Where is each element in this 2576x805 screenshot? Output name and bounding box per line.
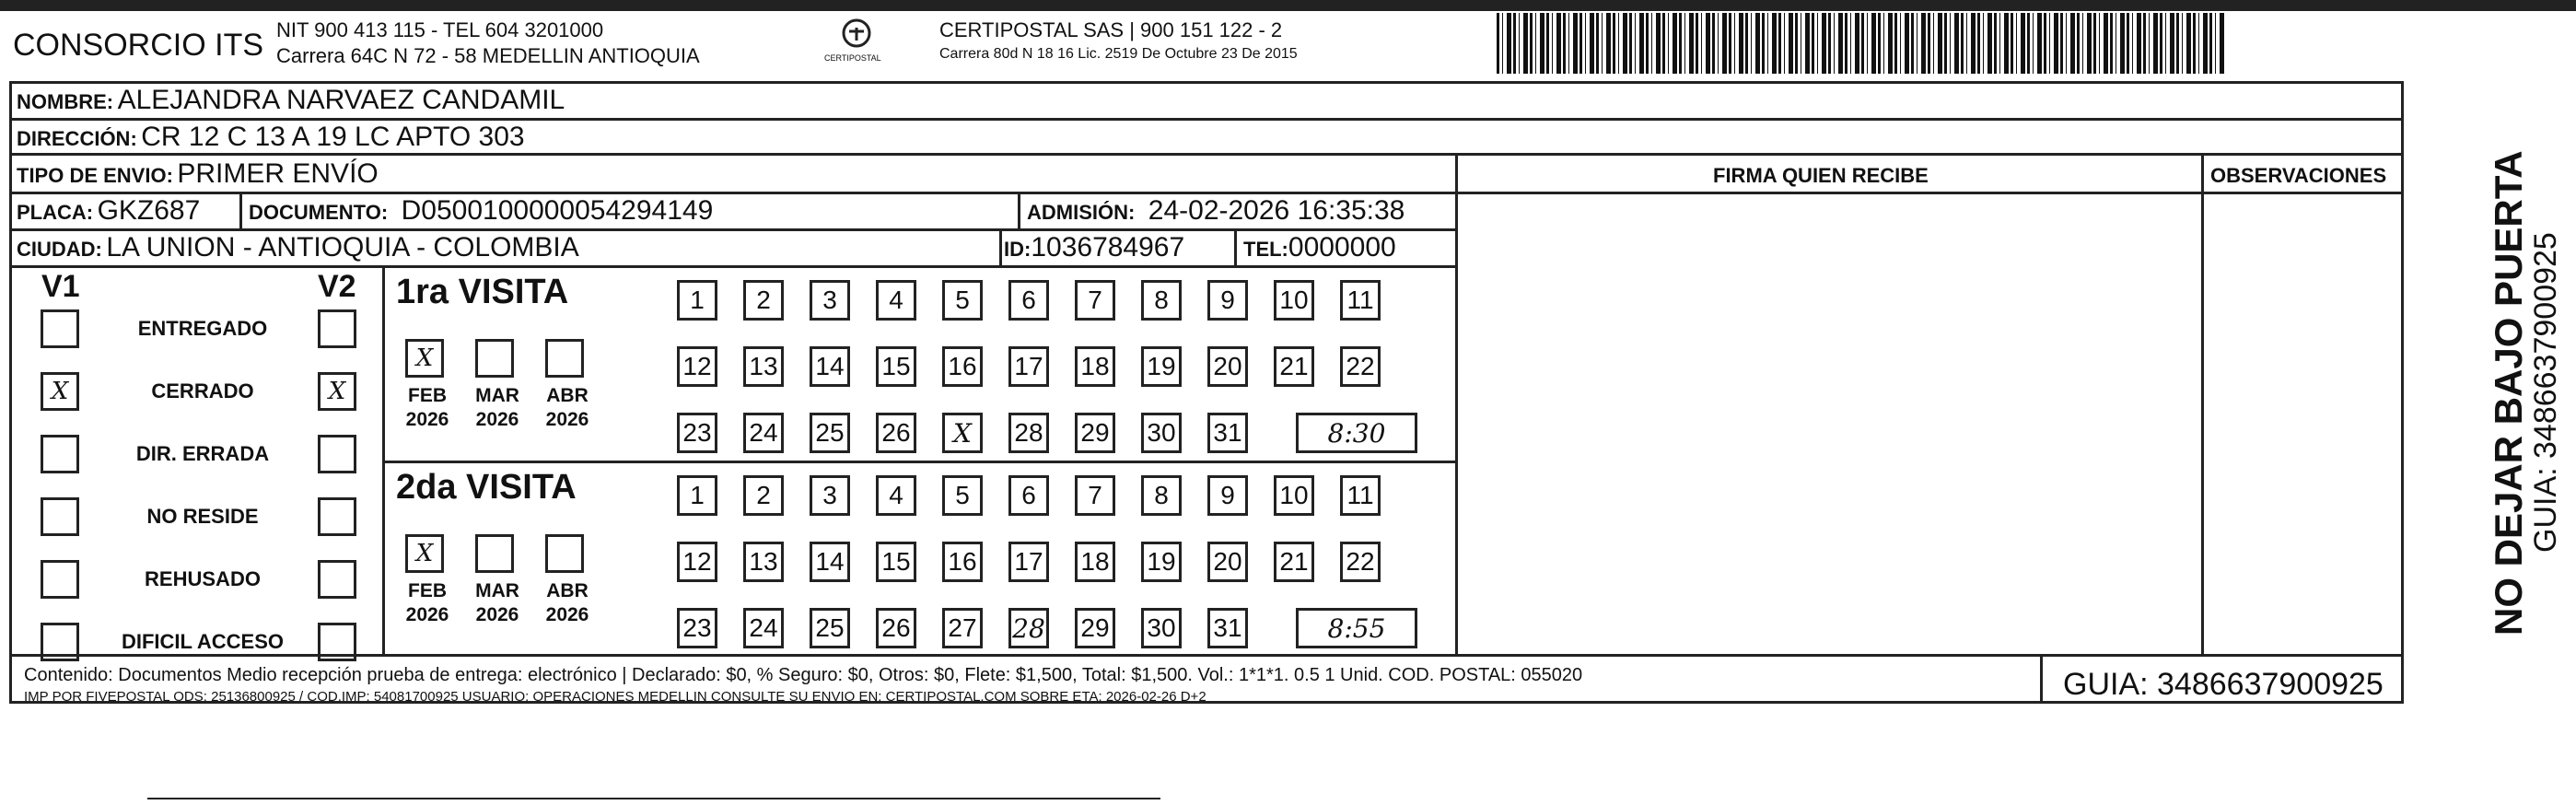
contenido-text: Contenido: Documentos Medio recepción prueba de entrega: electrónico | Declarado: $0, % Seguro: $0, Otros: $0, Flete: $1,500, Total: $1,500. Vol.: 1*1*1. 0.5 1 Unid. COD. POSTAL: 055020 bbox=[24, 665, 1583, 685]
month-label: FEB bbox=[408, 580, 447, 601]
company-name: CONSORCIO ITS bbox=[13, 28, 264, 63]
v1-checkbox[interactable]: X bbox=[41, 372, 79, 411]
day-cell[interactable]: 10 bbox=[1274, 280, 1314, 321]
day-cell[interactable]: 2 bbox=[743, 280, 784, 321]
year-label: 2026 bbox=[405, 409, 449, 430]
day-cell[interactable]: 29 bbox=[1075, 608, 1115, 648]
v2-checkbox[interactable] bbox=[318, 560, 356, 599]
day-cell[interactable]: 31 bbox=[1207, 413, 1248, 453]
month-checkbox[interactable]: X bbox=[405, 339, 444, 378]
day-cell[interactable]: 15 bbox=[876, 542, 916, 582]
day-cell[interactable]: 8 bbox=[1141, 280, 1182, 321]
day-cell[interactable]: 20 bbox=[1207, 346, 1248, 387]
day-cell[interactable]: 12 bbox=[677, 346, 717, 387]
day-cell[interactable]: 15 bbox=[876, 346, 916, 387]
year-label: 2026 bbox=[475, 604, 519, 625]
day-cell[interactable]: 5 bbox=[942, 280, 983, 321]
address-line: Carrera 64C N 72 - 58 MEDELLIN ANTIOQUIA bbox=[276, 44, 700, 67]
day-cell[interactable]: 14 bbox=[810, 542, 850, 582]
status-label: CERRADO bbox=[151, 379, 254, 402]
day-cell[interactable]: 2 bbox=[743, 475, 784, 516]
status-label: DIR. ERRADA bbox=[135, 442, 270, 465]
v1-header: V1 bbox=[41, 269, 80, 304]
month-checkbox[interactable] bbox=[545, 339, 584, 378]
day-cell[interactable]: 11 bbox=[1340, 280, 1381, 321]
day-cell[interactable]: 14 bbox=[810, 346, 850, 387]
day-cell[interactable]: 5 bbox=[942, 475, 983, 516]
id-label: ID: bbox=[1004, 238, 1032, 261]
documento-label: DOCUMENTO: bbox=[249, 201, 389, 224]
month-checkbox[interactable] bbox=[545, 534, 584, 573]
nombre-label: NOMBRE: bbox=[17, 90, 114, 113]
admision-value: 24-02-2026 16:35:38 bbox=[1148, 195, 1405, 226]
v1-checkbox[interactable] bbox=[41, 560, 79, 599]
status-label: REHUSADO bbox=[145, 567, 261, 590]
id-value: 1036784967 bbox=[1031, 232, 1185, 262]
admision-label: ADMISIÓN: bbox=[1027, 201, 1136, 224]
tipo-envio-value: PRIMER ENVÍO bbox=[177, 158, 379, 189]
direccion-label: DIRECCIÓN: bbox=[17, 127, 137, 150]
direccion-value: CR 12 C 13 A 19 LC APTO 303 bbox=[141, 122, 525, 152]
day-cell[interactable]: 18 bbox=[1075, 346, 1115, 387]
month-label: ABR bbox=[546, 580, 589, 601]
nombre-value: ALEJANDRA NARVAEZ CANDAMIL bbox=[117, 85, 565, 115]
tel-label: TEL: bbox=[1243, 238, 1288, 261]
day-cell[interactable]: 24 bbox=[743, 608, 784, 648]
day-cell[interactable]: X bbox=[942, 413, 983, 453]
certipostal-logo: CERTIPOSTAL bbox=[824, 15, 889, 70]
year-label: 2026 bbox=[475, 409, 519, 430]
placa-label: PLACA: bbox=[17, 201, 94, 224]
day-cell[interactable]: 26 bbox=[876, 608, 916, 648]
day-cell[interactable]: 3 bbox=[810, 475, 850, 516]
visit-time-box[interactable]: 8:30 bbox=[1296, 413, 1417, 453]
day-cell[interactable]: 23 bbox=[677, 608, 717, 648]
day-cell[interactable]: 4 bbox=[876, 475, 916, 516]
month-label: MAR bbox=[475, 385, 519, 406]
month-label: ABR bbox=[546, 385, 589, 406]
day-cell[interactable]: 25 bbox=[810, 608, 850, 648]
day-cell[interactable]: 7 bbox=[1075, 475, 1115, 516]
ciudad-label: CIUDAD: bbox=[17, 238, 102, 261]
status-label: NO RESIDE bbox=[146, 505, 259, 528]
v1-checkbox[interactable] bbox=[41, 497, 79, 536]
certipostal-line2: Carrera 80d N 18 16 Lic. 2519 De Octubre 23 De 2015 bbox=[939, 46, 1298, 62]
nit-line: NIT 900 413 115 - TEL 604 3201000 bbox=[276, 18, 604, 41]
day-cell[interactable]: 25 bbox=[810, 413, 850, 453]
day-cell[interactable]: 6 bbox=[1008, 475, 1049, 516]
day-cell[interactable]: 20 bbox=[1207, 542, 1248, 582]
day-cell[interactable]: 1 bbox=[677, 280, 717, 321]
year-label: 2026 bbox=[545, 409, 589, 430]
day-cell[interactable]: 16 bbox=[942, 542, 983, 582]
certipostal-line1: CERTIPOSTAL SAS | 900 151 122 - 2 bbox=[939, 18, 1283, 41]
day-cell[interactable]: 19 bbox=[1141, 542, 1182, 582]
day-cell[interactable]: 27 bbox=[942, 608, 983, 648]
month-label: MAR bbox=[475, 580, 519, 601]
status-label: DIFICIL ACCESO bbox=[121, 630, 284, 653]
day-cell[interactable]: 18 bbox=[1075, 542, 1115, 582]
day-cell[interactable]: 24 bbox=[743, 413, 784, 453]
day-cell[interactable]: 9 bbox=[1207, 280, 1248, 321]
visit-time-box[interactable]: 8:55 bbox=[1296, 608, 1417, 648]
placa-value: GKZ687 bbox=[97, 195, 201, 226]
day-cell[interactable]: 30 bbox=[1141, 608, 1182, 648]
day-cell[interactable]: 10 bbox=[1274, 475, 1314, 516]
day-cell[interactable]: 28 bbox=[1008, 413, 1049, 453]
day-cell[interactable]: 4 bbox=[876, 280, 916, 321]
top-edge-bar bbox=[0, 0, 2576, 11]
firma-label: FIRMA QUIEN RECIBE bbox=[1713, 164, 1929, 187]
day-cell[interactable]: 13 bbox=[743, 346, 784, 387]
observaciones-label: OBSERVACIONES bbox=[2210, 164, 2387, 187]
v1-checkbox[interactable] bbox=[41, 623, 79, 661]
imp-text: IMP POR FIVEPOSTAL ODS: 25136800925 / COD.IMP: 54081700925 USUARIO: OPERACIONES MEDELLIN CONSULTE SU ENVIO EN: CERTIPOSTAL.COM SOBRE ETA: 2026-02-26 D+2 bbox=[24, 689, 1206, 705]
day-cell[interactable]: 1 bbox=[677, 475, 717, 516]
month-label: FEB bbox=[408, 385, 447, 406]
day-cell[interactable]: 29 bbox=[1075, 413, 1115, 453]
day-cell[interactable]: 17 bbox=[1008, 346, 1049, 387]
status-label: ENTREGADO bbox=[137, 317, 268, 340]
day-cell[interactable]: 3 bbox=[810, 280, 850, 321]
day-cell[interactable]: 23 bbox=[677, 413, 717, 453]
day-cell[interactable]: 8 bbox=[1141, 475, 1182, 516]
day-cell[interactable]: 16 bbox=[942, 346, 983, 387]
day-cell[interactable]: 7 bbox=[1075, 280, 1115, 321]
v2-checkbox[interactable] bbox=[318, 435, 356, 473]
v2-checkbox[interactable] bbox=[318, 623, 356, 661]
day-cell[interactable]: 13 bbox=[743, 542, 784, 582]
v2-header: V2 bbox=[318, 269, 356, 304]
month-checkbox[interactable] bbox=[475, 534, 514, 573]
footer-guia: GUIA: 3486637900925 bbox=[2063, 667, 2384, 702]
day-cell[interactable]: 22 bbox=[1340, 346, 1381, 387]
visit-title: 2da VISITA bbox=[396, 468, 577, 507]
bottom-cut-line bbox=[147, 798, 1160, 799]
tel-value: 0000000 bbox=[1288, 232, 1396, 262]
no-dejar-bajo-puerta: NO DEJAR BAJO PUERTA bbox=[2487, 150, 2530, 636]
day-cell[interactable]: 21 bbox=[1274, 542, 1314, 582]
day-cell[interactable]: 9 bbox=[1207, 475, 1248, 516]
day-cell[interactable]: 30 bbox=[1141, 413, 1182, 453]
visit-title: 1ra VISITA bbox=[396, 273, 569, 311]
day-cell[interactable]: 21 bbox=[1274, 346, 1314, 387]
year-label: 2026 bbox=[545, 604, 589, 625]
v2-checkbox[interactable] bbox=[318, 309, 356, 348]
day-cell[interactable]: 26 bbox=[876, 413, 916, 453]
day-cell[interactable]: 28 bbox=[1008, 608, 1049, 648]
year-label: 2026 bbox=[405, 604, 449, 625]
ciudad-value: LA UNION - ANTIOQUIA - COLOMBIA bbox=[106, 232, 579, 262]
day-cell[interactable]: 31 bbox=[1207, 608, 1248, 648]
v2-checkbox[interactable] bbox=[318, 497, 356, 536]
day-cell[interactable]: 6 bbox=[1008, 280, 1049, 321]
v1-checkbox[interactable] bbox=[41, 309, 79, 348]
barcode bbox=[1497, 13, 2224, 74]
month-checkbox[interactable]: X bbox=[405, 534, 444, 573]
v2-checkbox[interactable]: X bbox=[318, 372, 356, 411]
day-cell[interactable]: 11 bbox=[1340, 475, 1381, 516]
day-cell[interactable]: 22 bbox=[1340, 542, 1381, 582]
tipo-envio-label: TIPO DE ENVIO: bbox=[17, 164, 173, 187]
side-guia: GUIA: 3486637900925 bbox=[2528, 232, 2563, 553]
month-checkbox[interactable] bbox=[475, 339, 514, 378]
day-cell[interactable]: 17 bbox=[1008, 542, 1049, 582]
day-cell[interactable]: 19 bbox=[1141, 346, 1182, 387]
v1-checkbox[interactable] bbox=[41, 435, 79, 473]
documento-value: D0500100000054294149 bbox=[401, 195, 714, 226]
day-cell[interactable]: 12 bbox=[677, 542, 717, 582]
